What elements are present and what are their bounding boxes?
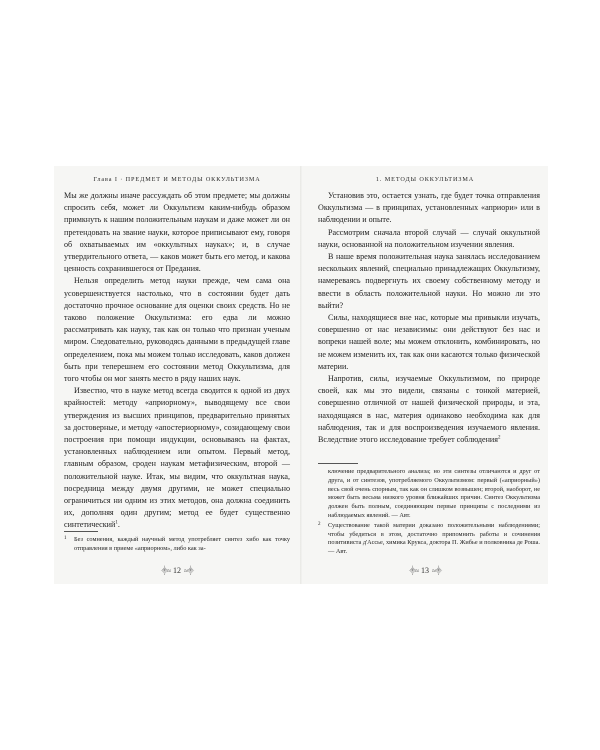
footnote	[318, 522, 540, 557]
page-number-value: 12	[173, 566, 181, 575]
paragraph: Силы, находящиеся вне нас, которые мы привыкли изучать, совершенно от нас независимы: они действуют без нас и вопреки нашей воле; мы можем отклонить, комбинировать, но не можем изменить их, так как они касаются только физической материи.	[318, 313, 540, 371]
page-number	[302, 566, 548, 576]
page-number-value: 13	[421, 566, 429, 575]
ornament-icon: ⸎≈	[160, 567, 170, 575]
body-text	[64, 190, 290, 532]
paragraph: В наше время положительная наука занялась исследованием нескольких явлений, специально принадлежащих Оккультизму, намереваясь подвергнуть их своему собственному методу и ввести в область положительной науки. Но можно ли это выйти?	[318, 252, 540, 310]
footnote-ref[interactable]: 1	[115, 520, 118, 526]
book-spread	[54, 166, 548, 584]
paragraph: Известно, что в науке метод всегда сводится к одной из двух крайностей: методу «априорному», выводящему все свои утверждения из высших принципов, предварительно принятых за достоверные, и методу «апостериорному», созидающему свои построения при помощи индукции, основываясь на фактах, установленных наблюдением или опытом. Первый метод, главным образом, сроден наукам метафизическим, второй — положительной науке. Итак, мы видим, что оккультная наука, посредница между двумя другими, не может специально ограничиться ни одним из этих методов, она должна соединить их, дополняя один другим; метод ее будет существенно синтетический$^1$.	[64, 386, 290, 530]
footnote-ref[interactable]: 2	[497, 435, 501, 441]
paragraph: Установив это, остается узнать, где будет точка отправления Оккультизма — в принципах, установленных «априори» или в наблюдении и опыте.	[318, 191, 540, 225]
footnote-rule	[64, 531, 98, 532]
footnote-rule	[318, 463, 358, 464]
paragraph: Рассмотрим сначала второй случай — случай оккультной науки, основанной на положительном изучении явления.	[318, 227, 540, 249]
running-head: 1. МЕТОДЫ ОККУЛЬТИЗМА	[375, 176, 475, 183]
footnote	[64, 536, 290, 554]
footnote-continuation: ключение предварительного анализа; но эти синтезы отличаются и друг от друга, и от синтезов, употребляемого Оккультизмом: первый («априорный») весь свой очень спорным, так как он слишком возвышен; второй, наоборот, не может быть весьма низкого уровня ближайших причин. Синтез Оккультизма должен быть полным, соединяющим первые принципы с последними из наблюдаемых явлений. — Авт.	[328, 468, 540, 519]
left-page	[54, 166, 300, 584]
footnote-text: Существование такой материи доказано положительными наблюдениями; чтобы убедиться в этом, достаточно припомнить работы и сочинения позитивиста д'Ассье, химика Крукса, доктора П. Жибье и полковника де Роша. — Авт.	[328, 521, 540, 556]
footnotes	[64, 536, 290, 555]
page-number	[54, 566, 300, 576]
right-page	[302, 166, 548, 584]
footnotes	[318, 468, 540, 558]
paragraph: Мы же должны иначе рассуждать об этом предмете; мы должны спросить себя, может ли Оккультизм каким-нибудь образом примкнуть к нашим положительным наукам и даже может ли он претендовать на звание науки, которое приписывают ему, говоря об охватываемых им «оккультных науках»; и, в случае утвердительного ответа, — каков может быть его метод, и какова ценность сохранившегося от Предания.	[64, 191, 290, 274]
ornament-icon: ≈⸎	[432, 567, 442, 575]
body-text	[318, 190, 540, 446]
ornament-icon: ≈⸎	[184, 567, 194, 575]
footnote-text: Без сомнения, каждый научный метод употребляет синтез хибо как точку отправления в приеме «априорном», либо как за-	[74, 536, 290, 552]
footnote-number: 1	[64, 536, 67, 541]
footnote-number: 2	[318, 521, 321, 527]
paragraph-text: Напротив, силы, изучаемые Оккультизмом, по природе своей, как мы это видели, связаны с тонкой материей, совершенно отличной от нашей физической природы, и эта, находящаяся в нас, материя одинаково необходима как для наблюдения, так и для воспроизведения изучаемого явления. Вследствие этого исследование требует соблюдения	[318, 374, 540, 445]
paragraph-text: Известно, что в науке метод всегда сводится к одной из двух крайностей: методу «априорному», выводящему все свои утверждения из высших принципов, предварительно принятых за достоверные, и методу «апостериорному», созидающему свои построения при помощи индукции, основываясь на фактах, установленных наблюдением или опытом. Первый метод, главным образом, сроден наукам метафизическим, второй — положительной науке. Итак, мы видим, что оккультная наука, посредница между двумя другими, не может специально ограничиться ни одним из этих методов, она должна соединить их, дополняя один другим; метод ее будет существенно синтетический	[64, 386, 290, 530]
ornament-icon: ⸎≈	[408, 567, 418, 575]
paragraph: Нельзя определить метод науки прежде, чем сама она усовершенствуется настолько, что в состоянии будет дать достаточно прочное основание для оценки своих средств. Но не таково положение Оккультизма: его едва ли можно рассматривать как науку, так как он только что признан ученым миром. Следовательно, руководясь данными в предыдущей главе определением, пока мы можем только исследовать, каков должен быть при теперешнем его состоянии метод Оккультизма, для того чтобы он мог занять место в ряду наших наук.	[64, 276, 290, 384]
paragraph	[318, 373, 540, 446]
running-head: Глава I · ПРЕДМЕТ И МЕТОДЫ ОККУЛЬТИЗМА	[93, 176, 261, 183]
